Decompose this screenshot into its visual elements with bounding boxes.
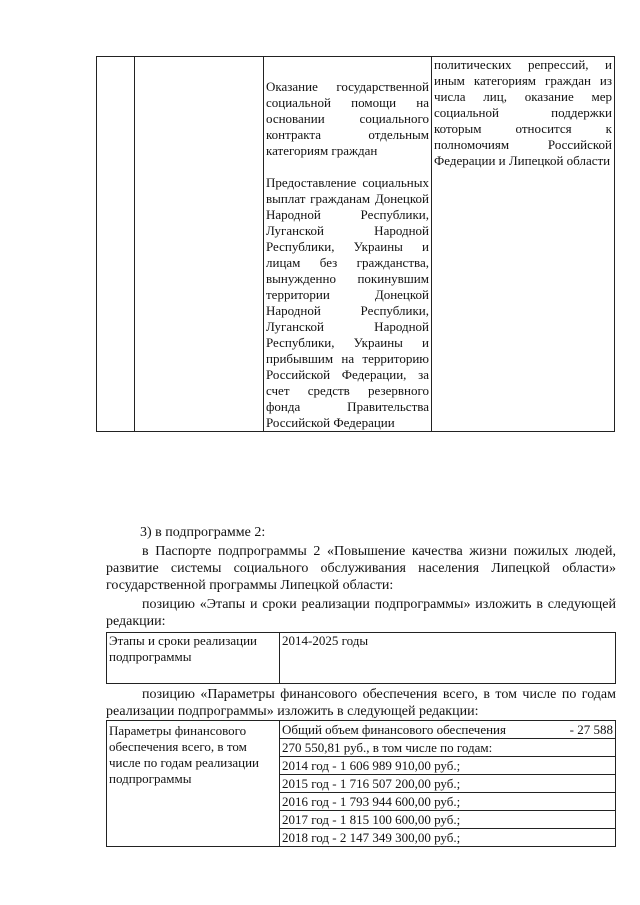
paragraph-gap [266, 159, 429, 175]
measure-social-contract: Оказание государственной социальной помощи на основании социального контракта отдельным категориям граждан [266, 79, 429, 158]
table-row [107, 633, 616, 684]
paragraph-stages: позицию «Этапы и сроки реализации подпрограммы» изложить в следующей редакции: [106, 597, 616, 629]
finance-total-prefix: Общий объем финансового обеспечения [282, 722, 506, 737]
finance-total-suffix: - 27 588 [569, 722, 613, 737]
table-cell-empty-1 [97, 57, 135, 432]
finance-values [280, 721, 616, 847]
stages-value: 2014-2025 годы [280, 633, 616, 684]
stages-label: Этапы и сроки реализации подпрограммы [107, 633, 280, 684]
finance-year-2016: 2016 год - 1 793 944 600,00 руб.; [280, 793, 615, 811]
table-row [97, 57, 615, 432]
finance-table [106, 720, 616, 847]
finance-year-2014: 2014 год - 1 606 989 910,00 руб.; [280, 757, 615, 775]
measures-table [96, 56, 615, 432]
table-cell-empty-2 [135, 57, 264, 432]
categories-text: политических репрессий, и иным категориям граждан из числа лиц, оказание мер социальной поддержки которым относится к полномочиям Российской Федерации и Липецкой области [434, 57, 612, 168]
measure-social-payments: Предоставление социальных выплат гражданам Донецкой Народной Республики, Луганской Народной Республики, Украины и лицам без гражданства, вынужденно покинувшим территории Донецкой Народной Республики, Луганской Народной Республики, Украины и прибывшим на территорию Российской Федерации, за счет средств резервного фонда Правительства Российской Федерации [266, 175, 429, 430]
finance-year-2015: 2015 год - 1 716 507 200,00 руб.; [280, 775, 615, 793]
table-cell-measures [264, 57, 432, 432]
finance-year-2018: 2018 год - 2 147 349 300,00 руб.; [282, 830, 461, 845]
finance-total-continued: 270 550,81 руб., в том числе по годам: [280, 739, 615, 757]
paragraph-passport: в Паспорте подпрограммы 2 «Повышение качества жизни пожилых людей, развитие системы социального обслуживания населения Липецкой области» государственной программы Липецкой области: [106, 544, 616, 593]
finance-label: Параметры финансового обеспечения всего, в том числе по годам реализации подпрограммы [107, 721, 280, 847]
finance-total-line [280, 721, 615, 739]
table-cell-categories [432, 57, 615, 432]
table-row [107, 721, 616, 847]
finance-year-2017: 2017 год - 1 815 100 600,00 руб.; [280, 811, 615, 829]
item-3-heading: 3) в подпрограмме 2: [140, 525, 266, 540]
paragraph-finance: позицию «Параметры финансового обеспечения всего, в том числе по годам реализации подпрограммы» изложить в следующей редакции: [106, 687, 616, 719]
stages-table [106, 632, 616, 684]
